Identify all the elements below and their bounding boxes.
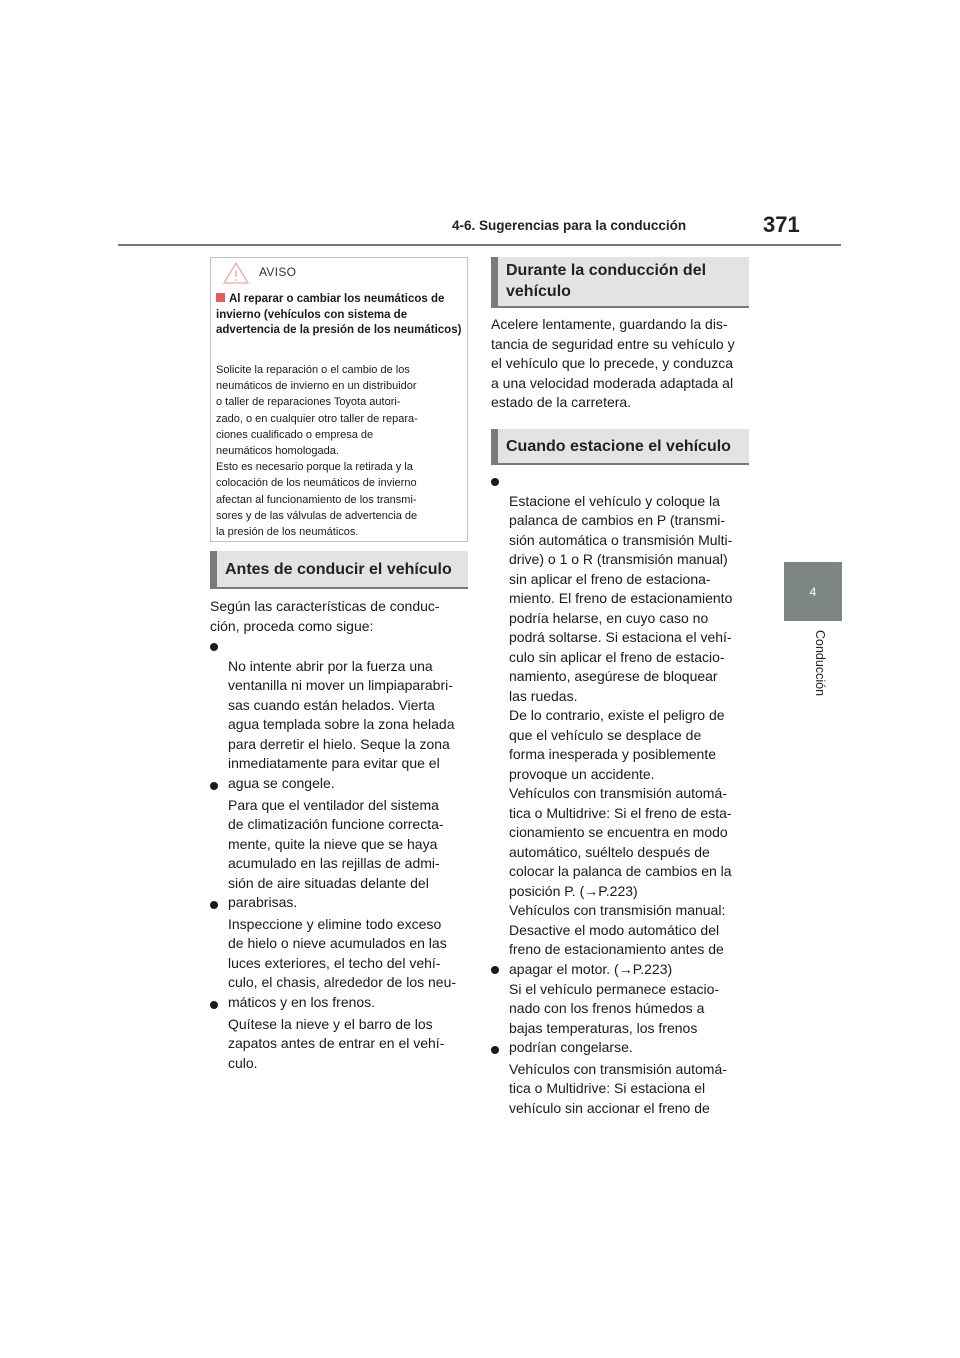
list-item-text: Para que el ventilador del sistema de climatización funcione correcta- mente, quite la nieve que se haya acumulado en las rejillas de admi- sión de aire situadas delante del parabrisas. — [228, 796, 444, 910]
heading-when-parking: Cuando estacione el vehículo — [491, 429, 749, 463]
list-item — [228, 776, 468, 913]
bullet-dot-icon — [210, 901, 218, 909]
list-item — [509, 472, 749, 979]
list-item-text: Inspeccione y elimine todo exceso de hielo o nieve acumulados en las luces exteriores, el techo del vehí- culo, el chasis, alrededor de los neu- máticos y en los frenos. — [228, 915, 457, 1010]
chapter-tab — [784, 562, 842, 621]
heading-during-driving: Durante la conducción del vehículo — [491, 257, 749, 306]
bullet-dot-icon — [491, 966, 499, 974]
bullet-dot-icon — [210, 643, 218, 651]
heading-before-driving: Antes de conducir el vehículo — [210, 551, 468, 587]
list-item-text: Vehículos con transmisión automá- tica o Multidrive: Si estaciona el vehículo sin accionar el freno de — [509, 1060, 727, 1116]
list-item-text: No intente abrir por la fuerza una ventanilla ni mover un limpiaparabri- sas cuando están helados. Vierta agua templada sobre la zona helada para derretir el hielo. Seque la zona inmediatamente para evitar que el agua se congele. — [228, 657, 455, 791]
bullet-dot-icon — [491, 1046, 499, 1054]
bullet-dot-icon — [210, 1001, 218, 1009]
list-item-text: Si el vehículo permanece estacio- nado con los frenos húmedos a bajas temperaturas, los frenos podrían congelarse. — [509, 980, 720, 1055]
list-item — [228, 995, 468, 1073]
bullet-dot-icon — [491, 478, 499, 486]
header-divider — [118, 244, 841, 246]
section-title: 4-6. Sugerencias para la conducción — [452, 218, 687, 233]
page-number: 371 — [763, 212, 800, 237]
list-item — [509, 1040, 749, 1118]
chapter-label: Conducción — [813, 630, 827, 697]
list-item-text: Estacione el vehículo y coloque la palanca de cambios en P (transmi- sión automática o transmisión Multi- drive) o 1 o R (transmisión manual) sin aplicar el freno de estaciona- miento. El freno de estacionamiento podría helarse, en cuyo caso no podrá soltarse. Si estaciona el vehí- culo sin aplicar el freno de estacio- namiento, asegúrese de bloquear las ruedas. De lo contrario, existe el peligro de que el vehículo se desplace de forma inesperada y posiblemente provoque un accidente. Vehículos con transmisión automá- tica o Multidrive: Si el freno de esta- cionamiento se encuentra en modo automático, suéltelo después de colocar la palanca de cambios en la posición P. (→P.223) Vehículos con transmisión manual: Desactive el modo automático del freno de estacionamiento antes de apagar el motor. (→P.223) — [509, 492, 733, 977]
warning-subtitle — [216, 292, 462, 339]
warning-box — [210, 257, 468, 542]
bullet-dot-icon — [210, 782, 218, 790]
warning-title: AVISO — [259, 265, 297, 279]
warning-triangle-icon — [223, 262, 249, 289]
intro-paragraph: Según las características de conduc- ción, proceda como sigue: — [210, 598, 440, 634]
warning-header — [211, 258, 467, 286]
warning-subtitle-text: Al reparar o cambiar los neumáticos de invierno (vehículos con sistema de advertencia de la presión de los neumáticos) — [216, 293, 462, 336]
warning-body: Solicite la reparación o el cambio de los neumáticos de invierno en un distribuidor o taller de reparaciones Toyota autori- zado, o en cualquier otro taller de repara- ciones cualificado o empresa de neumáticos homologada. Esto es necesario porque la retirada y la colocación de los neumáticos de invierno afectan al funcionamiento de los transmi- sores y de las válvulas de advertencia de la presión de los neumáticos. — [216, 364, 418, 539]
list-item-text: Quítese la nieve y el barro de los zapatos antes de entrar en el vehí- culo. — [228, 1015, 445, 1071]
list-item — [228, 637, 468, 793]
chapter-number: 4 — [809, 584, 817, 599]
square-bullet-icon — [216, 293, 225, 302]
driving-paragraph: Acelere lentamente, guardando la dis- tancia de seguridad entre su vehículo y el vehículo que lo precede, y conduzca a una velocidad moderada adaptada al estado de la carretera. — [491, 316, 735, 410]
